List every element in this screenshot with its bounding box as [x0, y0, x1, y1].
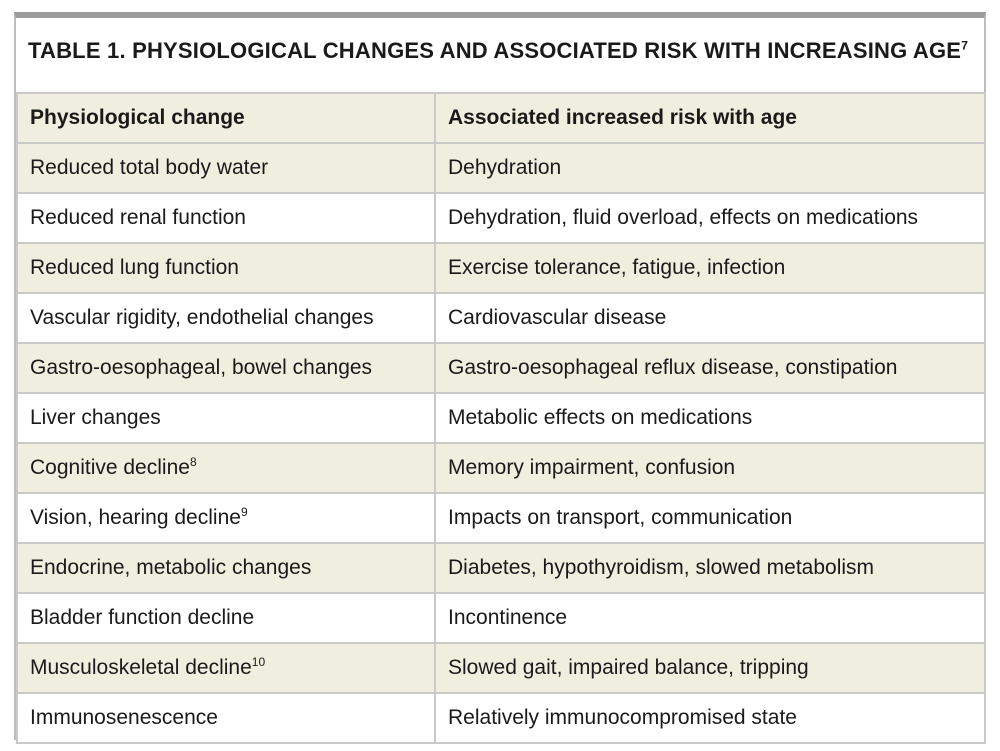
table-row — [17, 393, 985, 443]
associated-risk-cell — [435, 293, 985, 343]
table-row — [17, 643, 985, 693]
physiological-change-text: Vision, hearing decline — [30, 506, 241, 529]
table-title-prefix: TABLE 1. — [28, 38, 126, 63]
physiological-change-cell — [17, 543, 435, 593]
associated-risk-text: Memory impairment, confusion — [448, 456, 736, 479]
physiological-change-text: Liver changes — [30, 406, 161, 429]
associated-risk-text: Exercise tolerance, fatigue, infection — [448, 256, 786, 279]
table-row — [17, 443, 985, 493]
associated-risk-text: Metabolic effects on medications — [448, 406, 753, 429]
associated-risk-cell — [435, 243, 985, 293]
physiological-change-cell — [17, 643, 435, 693]
physiological-change-text: Musculoskeletal decline — [30, 656, 252, 679]
physiological-change-cell — [17, 293, 435, 343]
column-header: Physiological change — [17, 93, 435, 143]
reference-superscript: 9 — [240, 505, 248, 519]
physiological-change-text: Reduced lung function — [30, 256, 239, 279]
table-row — [17, 243, 985, 293]
physiological-change-cell — [17, 443, 435, 493]
associated-risk-text: Dehydration — [448, 156, 562, 179]
associated-risk-cell — [435, 493, 985, 543]
physiological-change-cell — [17, 193, 435, 243]
associated-risk-cell — [435, 393, 985, 443]
associated-risk-cell — [435, 543, 985, 593]
physiological-change-text: Immunosenescence — [30, 706, 218, 729]
table-row — [17, 193, 985, 243]
table-title-text: PHYSIOLOGICAL CHANGES AND ASSOCIATED RISK WITH INCREASING AGE — [132, 38, 962, 63]
physiological-change-cell — [17, 493, 435, 543]
associated-risk-text: Slowed gait, impaired balance, tripping — [448, 656, 809, 679]
header-row — [17, 93, 985, 143]
physiological-change-text: Reduced renal function — [30, 206, 246, 229]
table-row — [17, 593, 985, 643]
table-row — [17, 293, 985, 343]
physiological-change-cell — [17, 343, 435, 393]
table-container — [14, 12, 986, 740]
associated-risk-text: Dehydration, fluid overload, effects on medications — [448, 206, 919, 229]
table-title-reference: 7 — [961, 38, 969, 53]
physiological-change-text: Gastro-oesophageal, bowel changes — [30, 356, 373, 379]
reference-superscript: 10 — [251, 655, 266, 669]
physiological-change-text: Endocrine, metabolic changes — [30, 556, 312, 579]
data-table — [16, 92, 986, 744]
physiological-change-text: Vascular rigidity, endothelial changes — [30, 306, 374, 329]
table-row — [17, 143, 985, 193]
physiological-change-cell — [17, 693, 435, 743]
physiological-change-cell — [17, 143, 435, 193]
associated-risk-text: Relatively immunocompromised state — [448, 706, 797, 729]
associated-risk-cell — [435, 343, 985, 393]
column-header: Associated increased risk with age — [435, 93, 985, 143]
table-row — [17, 343, 985, 393]
associated-risk-text: Incontinence — [448, 606, 568, 629]
reference-superscript: 8 — [189, 455, 197, 469]
physiological-change-text: Cognitive decline — [30, 456, 190, 479]
associated-risk-cell — [435, 143, 985, 193]
associated-risk-cell — [435, 593, 985, 643]
physiological-change-cell — [17, 593, 435, 643]
associated-risk-cell — [435, 193, 985, 243]
physiological-change-text: Bladder function decline — [30, 606, 255, 629]
associated-risk-cell — [435, 643, 985, 693]
table-row — [17, 493, 985, 543]
associated-risk-cell — [435, 443, 985, 493]
associated-risk-text: Cardiovascular disease — [448, 306, 667, 329]
table-row — [17, 693, 985, 743]
physiological-change-text: Reduced total body water — [30, 156, 269, 179]
physiological-change-cell — [17, 243, 435, 293]
associated-risk-cell — [435, 693, 985, 743]
associated-risk-text: Gastro-oesophageal reflux disease, constipation — [448, 356, 898, 379]
associated-risk-text: Impacts on transport, communication — [448, 506, 793, 529]
table-title — [28, 38, 968, 64]
physiological-change-cell — [17, 393, 435, 443]
associated-risk-text: Diabetes, hypothyroidism, slowed metabolism — [448, 556, 875, 579]
table-row — [17, 543, 985, 593]
